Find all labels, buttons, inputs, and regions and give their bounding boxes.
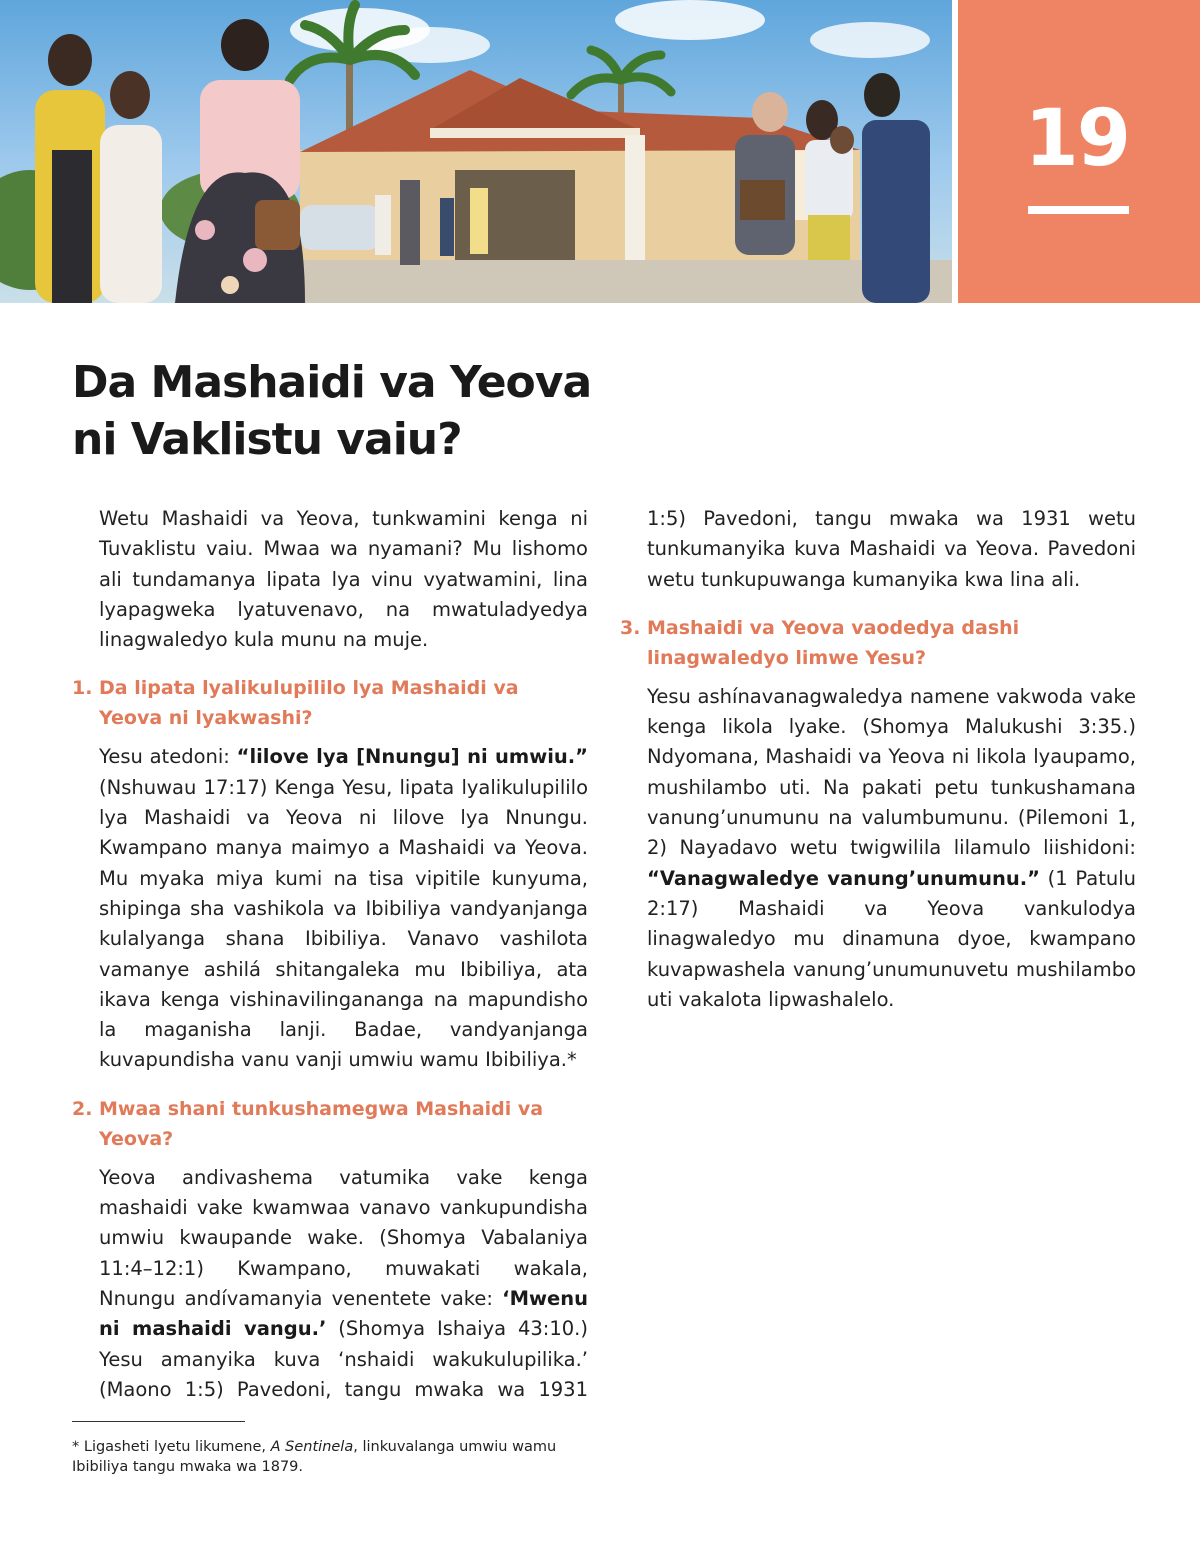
photo-kingdom-hall-people-icon: [0, 0, 952, 303]
intro-paragraph: Wetu Mashaidi va Yeova, tunkwamini kenga ni Tuvaklistu vaiu. Mwaa wa nyamani? Mu lishomo ali tundamanya lipata lya vinu vyatwamini, lina lyapagweka lyatuvenavo, na mwatuladyedya linagwaledyo kula munu na muje.: [99, 507, 588, 652]
q2-text-c: (Shomya Ishaiya 43:10.) Yesu amanyika kuva ‘nshaidi wakukulupilika.’ (Maono 1:5) Pavedoni, tangu mwaka wa 1931: [99, 1317, 588, 1401]
question-2-number: 2.: [72, 1097, 93, 1120]
footnote-divider: [72, 1421, 245, 1422]
left-column: [72, 504, 588, 1406]
footnote-text-c: , linkuvalanga umwiu wamu Ibibiliya tangu mwaka wa 1879.: [72, 1439, 557, 1475]
q3-quote: “Vanagwaledye vanung’unumunu.”: [647, 866, 1040, 890]
footnote-publication: A Sentinela: [270, 1439, 354, 1455]
lesson-number: 19: [1024, 94, 1129, 184]
question-1-text: Da lipata lyalikulupililo lya Mashaidi va Yeova ni lyakwashi?: [99, 677, 519, 730]
question-3-answer: [647, 682, 1136, 1015]
footnote-text-a: * Ligasheti lyetu likumene,: [72, 1439, 271, 1455]
q1-text-a: Yesu atedoni:: [99, 745, 237, 769]
question-2-text: Mwaa shani tunkushamegwa Mashaidi va Yeova?: [99, 1097, 544, 1150]
page-title-line2: ni Vaklistu vaiu?: [72, 414, 462, 465]
footnote: [72, 1437, 572, 1477]
q3-text-a: Yesu ashínavanagwaledya namene vakwoda vake kenga likola lyake. (Shomya Malukushi 3:35.) Ndyomana, Mashaidi va Yeova ni likola lyaupamo, mushilambo uti. Na pakati petu tunkushamana vanung’unumunu na valumbumunu. (Pilemoni 1, 2) Nayadavo wetu twigwilila lilamulo liishidoni:: [647, 684, 1136, 860]
q2-text-a: Yeova andivashema vatumika vake kenga mashaidi vake kwamwaa vanavo vankupundisha umwiu kwaupande wake. (Shomya Vabalaniya 11:4–12:1) Kwampano, muwakati wakala, Nnungu andívamanyia venentete vake:: [99, 1165, 588, 1310]
hero-photo: [0, 0, 952, 303]
page-title: [72, 354, 672, 468]
question-2-answer: [99, 1163, 588, 1406]
q1-text-c: (Nshuwau 17:17) Kenga Yesu, lipata lyalikulupililo lya Mashaidi va Yeova ni lilove lya Nnungu. Kwampano manya maimyo a Mashaidi va Yeova. Mu myaka miya kumi na tisa vipitile kunyuma, shipinga sha vashikola va Ibibiliya vandyanjanga kulalyanga shana Ibibiliya. Vanavo vashilota vamanye ashilá shitangaleka mu Ibibiliya, ata ikava kenga vishinavilingananga na mapundisho la maganisha lanji. Badae, vandyanjanga kuvapundisha vanu vanji umwiu wamu Ibibiliya.*: [99, 775, 588, 1072]
question-1-heading: [72, 673, 588, 733]
question-1-answer: [99, 742, 588, 1075]
page-title-line1: Da Mashaidi va Yeova: [72, 357, 592, 408]
lesson-number-underline: [1028, 206, 1129, 214]
q1-quote: “lilove lya [Nnungu] ni umwiu.”: [236, 745, 589, 769]
lesson-number-box: [958, 0, 1200, 303]
question-3-heading: [620, 613, 1136, 673]
q3-text-c: (1 Patulu 2:17) Mashaidi va Yeova vankulodya linagwaledyo mu dinamuna dyoe, kwampano kuvapwashela vanung’unumunuvetu mushilambo uti vakalota lipwashalelo.: [647, 866, 1136, 1011]
question-2-answer-continued: 1:5) Pavedoni, tangu mwaka wa 1931 wetu tunkumanyika kuva Mashaidi va Yeova. Pavedoni wetu tunkupuwanga kumanyika kwa lina ali.: [647, 507, 1136, 591]
question-3-text: Mashaidi va Yeova vaodedya dashi linagwaledyo limwe Yesu?: [647, 616, 1020, 669]
question-2-heading: [72, 1094, 588, 1154]
right-column: [620, 504, 1136, 1015]
q2-quote: ‘Mwenu ni mashaidi vangu.’: [99, 1286, 588, 1341]
question-3-number: 3.: [620, 616, 641, 639]
question-1-number: 1.: [72, 677, 93, 700]
